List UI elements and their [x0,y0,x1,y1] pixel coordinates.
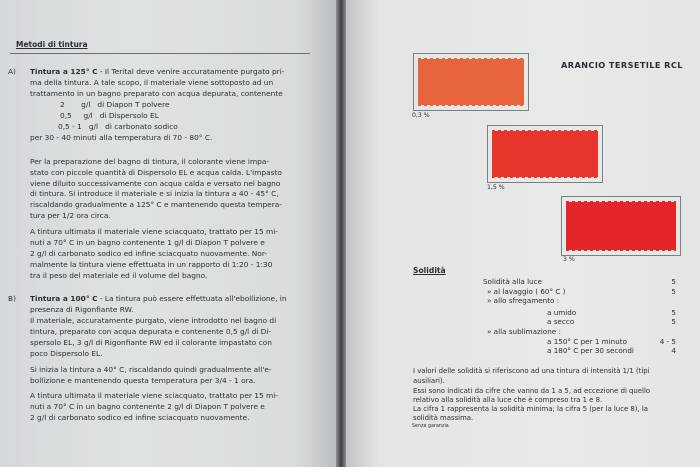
fastness-label: a secco [547,317,575,326]
swatch-1-5 [487,125,603,183]
body-line: Si inizia la tintura a 40° C, riscaldando quindi gradualmente all'e- [30,365,272,374]
note-line: Essi sono indicati da cifre che vanno da 1 a 5, ad eccezione di quello [413,387,651,395]
body-line: tintura, preparato con acqua depurata e contenente 0,5 g/l di Di- [30,327,272,336]
body-line: spersolo EL, 3 g/l di Rigonfiante RW ed il colorante impastato con [30,338,272,347]
fastness-label: » al lavaggio ( 60° C ) [487,287,566,296]
item-marker: B) [8,294,16,303]
subsection-title: Tintura a 125° C [30,67,98,76]
body-line: presenza di Rigonfiante RW. [30,305,134,314]
body-line: ma della tintura. A tale scopo, il materiale viene sottoposto ad un [30,78,274,87]
body-line: B) Tintura a 100° C - La tintura può essere effettuata all'ebollizione, in [8,294,287,303]
swatch-0-3 [413,53,529,111]
body-line: nuti a 70° C in un bagno contenente 2 g/l di Diapon T polvere e [30,402,265,411]
heading-rule [10,53,310,54]
dye-title: ARANCIO TERSETILE RCL [561,60,683,70]
footnote: Senza garanzia [412,424,449,429]
fastness-label: » alla sublimazione : [487,327,561,336]
body-line: 2 g/l di Diapon T polvere [60,100,170,109]
item-marker: A) [8,67,16,76]
note-line: ausiliari). [413,377,445,385]
fastness-label: » allo sfregamento : [487,296,560,305]
swatch-fabric [492,130,598,178]
fastness-label: a 150° C per 1 minuto [547,337,627,346]
fastness-value: 5 [671,308,676,317]
body-line: Per la preparazione del bagno di tintura, il colorante viene impa- [30,157,270,166]
fastness-value: 4 [671,346,676,355]
body-line: bollizione e mantenendo questa temperatura per 3/4 - 1 ora. [30,376,256,385]
subsection-title: Tintura a 100° C [30,294,98,303]
section-heading-metodi: Metodi di tintura [16,40,88,49]
body-line: A tintura ultimata il materiale viene sciacquato, trattato per 15 mi- [30,391,278,400]
body-line: trattamento in un bagno preparato con acqua depurata, contenente [30,89,283,98]
body-line: poco Dispersolo EL. [30,349,103,358]
body-line: malmente la tintura viene effettuata in un rapporto di 1:20 - 1:30 [30,260,273,269]
body-line: A) Tintura a 125° C - Il Terital deve venire accuratamente purgato pri- [8,67,285,76]
swatch-label: 3 % [563,256,575,263]
swatch-label: 1,5 % [487,184,505,191]
note-line: La cifra 1 rappresenta la solidità minima; la cifra 5 (per la luce 8), la [413,405,648,413]
body-line: 0,5 - 1 g/l di carbonato sodico [58,122,178,131]
body-line: 2 g/l di carbonato sodico ed infine sciacquato nuovamente. Nor- [30,249,268,258]
body-line: Il materiale, accuratamente purgato, viene introdotto nel bagno di [30,316,277,325]
fastness-value: 5 [671,277,676,286]
note-line: solidità massima. [413,414,474,422]
book-gutter [336,0,346,467]
fastness-value: 5 [671,287,676,296]
body-line: nuti a 70° C in un bagno contenente 1 g/l di Diapon T polvere e [30,238,265,247]
fastness-label: Solidità alla luce [483,277,543,286]
body-line: A tintura ultimata il materiale viene sciacquato, trattato per 15 mi- [30,227,278,236]
swatch-label: 0,3 % [412,112,430,119]
body-line: 2 g/l di carbonato sodico ed infine sciacquato nuovamente. [30,413,250,422]
swatch-3 [561,196,681,256]
body-line: tra il peso del materiale ed il volume del bagno. [30,271,208,280]
body-line: riscaldando gradualmente a 125° C e mantenendo questa tempera- [30,200,282,209]
solidita-heading: Solidità [413,266,446,275]
note-line: I valori delle solidità si riferiscono ad una tintura di intensità 1/1 (tipi [413,367,650,375]
fastness-label: a umido [547,308,577,317]
swatch-fabric [566,201,676,251]
fastness-value: 4 - 5 [659,337,676,346]
body-line: 0,5 g/l di Dispersolo EL [60,111,159,120]
body-line: tura per 1/2 ora circa. [30,211,111,220]
fastness-value: 5 [671,317,676,326]
note-line: relativo alla solidità alla luce che è compreso tra 1 e 8. [413,396,603,404]
body-line: di tintura. Si introduce il materiale e si inizia la tintura a 40 - 45° C, [30,189,279,198]
body-line: per 30 - 40 minuti alla temperatura di 70 - 80° C. [30,133,213,142]
swatch-fabric [418,58,524,106]
body-line: viene diluito successivamente con acqua calda e versato nel bagno [30,179,281,188]
fastness-label: a 180° C per 30 secondi [547,346,634,355]
body-line: stato con piccole quantità di Dispersolo EL e acqua calda. L'impasto [30,168,282,177]
